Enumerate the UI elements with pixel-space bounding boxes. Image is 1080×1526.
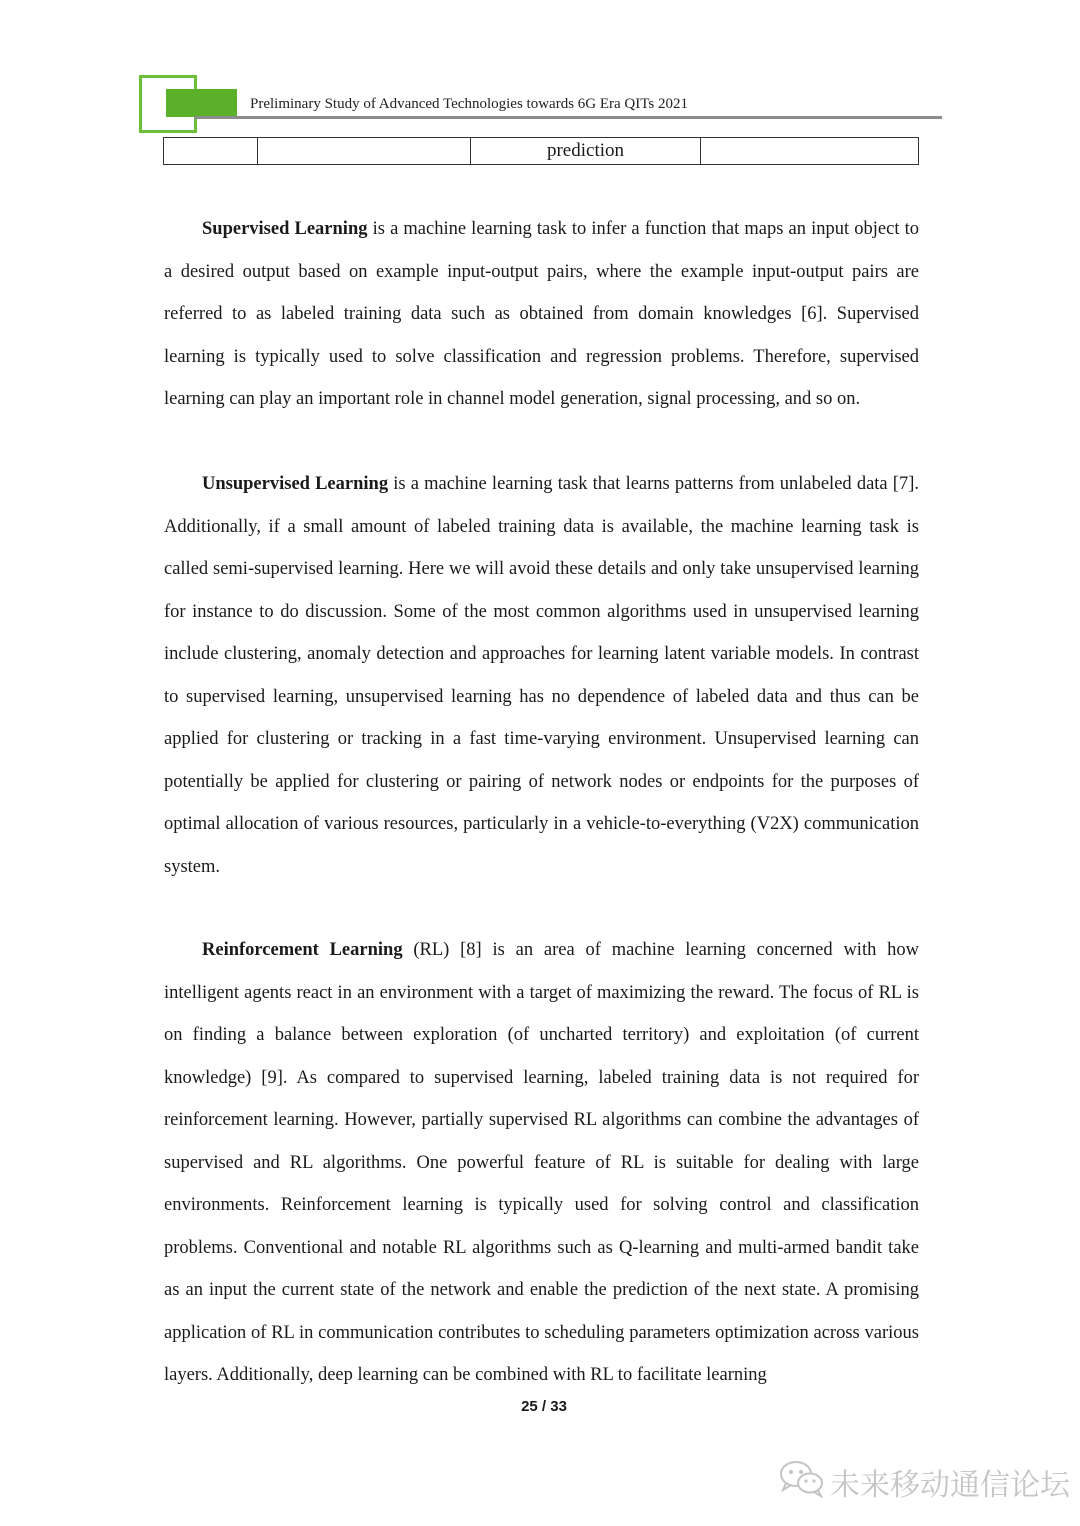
table-cell	[701, 138, 919, 165]
wechat-logo-icon	[778, 1458, 826, 1498]
term-unsupervised-learning: Unsupervised Learning	[202, 474, 389, 494]
table-cell	[258, 138, 471, 165]
paragraph-reinforcement-learning	[164, 929, 919, 1397]
table-cell	[164, 138, 258, 165]
paragraph-body: (RL) [8] is an area of machine learning concerned with how intelligent agents react in an environment with a target of maximizing the reward. The focus of RL is on finding a balance between exploration (of uncharted territory) and exploitation (of current knowledge) [9]. As compared to supervised learning, labeled training data is not required for reinforcement learning. However, partially supervised RL algorithms can combine the advantages of supervised and RL algorithms. One powerful feature of RL is suitable for dealing with large environments. Reinforcement learning is typically used for solving control and classification problems. Conventional and notable RL algorithms such as Q-learning and multi-armed bandit take as an input the current state of the network and enable the prediction of the next state. A promising application of RL in communication contributes to scheduling parameters optimization across various layers. Additionally, deep learning can be combined with RL to facilitate learning	[164, 940, 919, 1385]
paragraph-body: is a machine learning task to infer a function that maps an input object to a desired output based on example input-output pairs, where the example input-output pairs are referred to as labeled training data such as obtained from domain knowledges [6]. Supervised learning is typically used to solve classification and regression problems. Therefore, supervised learning can play an important role in channel model generation, signal processing, and so on.	[164, 219, 919, 409]
term-reinforcement-learning: Reinforcement Learning	[202, 940, 403, 960]
paragraph-unsupervised-learning	[164, 463, 919, 888]
running-header-title: Preliminary Study of Advanced Technologies towards 6G Era QITs 2021	[250, 96, 688, 112]
table-cell: prediction	[471, 138, 701, 165]
watermark-text: 未来移动通信论坛	[830, 1468, 1070, 1503]
header-rule	[194, 116, 942, 119]
paragraph-body: is a machine learning task that learns patterns from unlabeled data [7]. Additionally, if a small amount of labeled training data is available, the machine learning task is called semi-supervised learning. Here we will avoid these details and only take unsupervised learning for instance to do discussion. Some of the most common algorithms used in unsupervised learning include clustering, anomaly detection and approaches for learning latent variable models. In contrast to supervised learning, unsupervised learning has no dependence of labeled data and thus can be applied for clustering or tracking in a fast time-varying environment. Unsupervised learning can potentially be applied for clustering or pairing of network nodes or endpoints for the purposes of optimal allocation of various resources, particularly in a vehicle-to-everything (V2X) communication system.	[164, 474, 919, 877]
table-fragment	[163, 137, 919, 165]
header-logo-block	[166, 89, 237, 117]
paragraph-supervised-learning	[164, 208, 919, 421]
page-number: 25 / 33	[521, 1398, 567, 1415]
table-row	[164, 138, 919, 165]
term-supervised-learning: Supervised Learning	[202, 219, 368, 239]
